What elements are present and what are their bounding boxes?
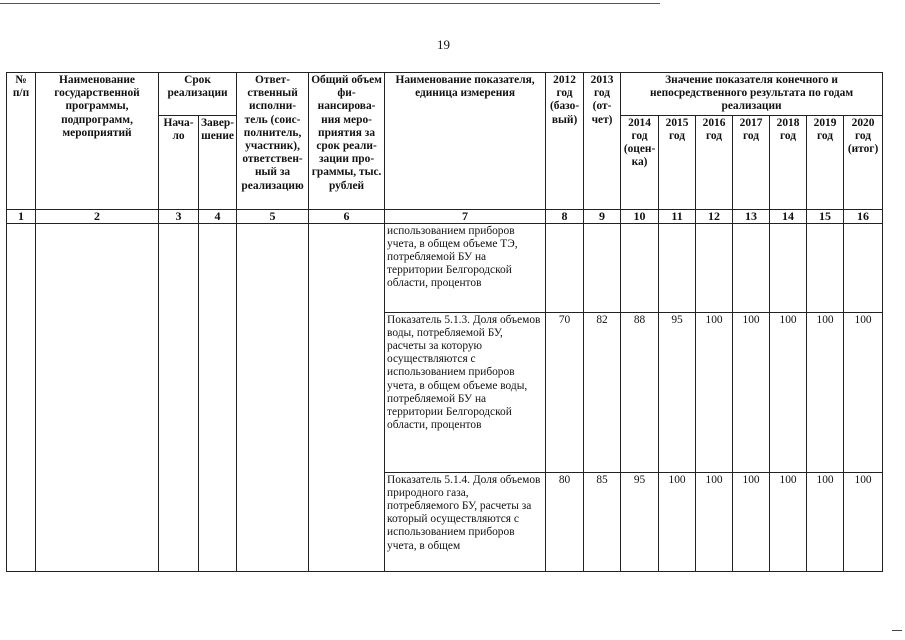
header-funding: Общий объем фи-нансирова-ния меро-приятия за срок реали-зации про-граммы, тыс. рублей bbox=[309, 73, 385, 210]
header-year-2018: 2018 год bbox=[770, 115, 807, 209]
value-cell bbox=[770, 223, 807, 312]
body-cell-funding bbox=[309, 223, 385, 571]
column-number: 1 bbox=[7, 209, 36, 223]
column-number: 12 bbox=[696, 209, 733, 223]
body-cell-end bbox=[199, 223, 237, 571]
column-number-row bbox=[7, 209, 883, 223]
value-cell: 85 bbox=[584, 472, 621, 571]
value-cell: 95 bbox=[659, 312, 696, 472]
value-cell bbox=[546, 223, 584, 312]
header-term-start: Нача-ло bbox=[159, 115, 199, 209]
header-year-2015: 2015 год bbox=[659, 115, 696, 209]
header-col-number: № п/п bbox=[7, 73, 36, 210]
value-cell bbox=[807, 223, 844, 312]
value-cell: 100 bbox=[659, 472, 696, 571]
value-cell: 100 bbox=[733, 312, 770, 472]
header-year-2016: 2016 год bbox=[696, 115, 733, 209]
value-cell: 100 bbox=[807, 472, 844, 571]
value-cell: 100 bbox=[807, 312, 844, 472]
value-cell: 100 bbox=[696, 312, 733, 472]
body-cell-responsible bbox=[237, 223, 309, 571]
value-cell: 100 bbox=[696, 472, 733, 571]
value-cell: 100 bbox=[770, 472, 807, 571]
column-number: 2 bbox=[36, 209, 159, 223]
header-year-2014: 2014 год (оцен-ка) bbox=[621, 115, 659, 209]
edge-mark bbox=[892, 630, 902, 631]
page-number: 19 bbox=[437, 37, 450, 52]
value-cell bbox=[696, 223, 733, 312]
body-cell-number bbox=[7, 223, 36, 571]
top-rule bbox=[0, 3, 660, 4]
value-cell: 80 bbox=[546, 472, 584, 571]
value-cell: 82 bbox=[584, 312, 621, 472]
header-term: Срок реализации bbox=[159, 73, 237, 116]
value-cell: 100 bbox=[770, 312, 807, 472]
value-cell: 100 bbox=[844, 312, 883, 472]
column-number: 3 bbox=[159, 209, 199, 223]
indicators-table bbox=[6, 72, 883, 572]
column-number: 10 bbox=[621, 209, 659, 223]
column-number: 7 bbox=[385, 209, 546, 223]
column-number: 6 bbox=[309, 209, 385, 223]
header-year-2020: 2020 год (итог) bbox=[844, 115, 883, 209]
header-year-2012: 2012 год (базо-вый) bbox=[546, 73, 584, 210]
indicator-cell: Показатель 5.1.4. Доля объемов природного газа, потребляемого БУ, расчеты за который осуществляются с использованием приборов учета, в общем bbox=[385, 472, 546, 571]
column-number: 16 bbox=[844, 209, 883, 223]
header-indicator: Наименование показателя, единица измерения bbox=[385, 73, 546, 210]
value-cell: 100 bbox=[844, 472, 883, 571]
body-cell-program bbox=[36, 223, 159, 571]
header-year-2017: 2017 год bbox=[733, 115, 770, 209]
value-cell bbox=[844, 223, 883, 312]
column-number: 14 bbox=[770, 209, 807, 223]
column-number: 4 bbox=[199, 209, 237, 223]
header-program-name: Наименование государственной программы, подпрограмм, мероприятий bbox=[36, 73, 159, 210]
body-cell-start bbox=[159, 223, 199, 571]
value-cell: 88 bbox=[621, 312, 659, 472]
header-term-end: Завер-шение bbox=[199, 115, 237, 209]
value-cell bbox=[733, 223, 770, 312]
header-responsible: Ответ-ственный исполни-тель (соис-полнитель, участник), ответствен-ный за реализацию bbox=[237, 73, 309, 210]
value-cell: 95 bbox=[621, 472, 659, 571]
column-number: 11 bbox=[659, 209, 696, 223]
value-cell: 100 bbox=[733, 472, 770, 571]
column-number: 15 bbox=[807, 209, 844, 223]
column-number: 5 bbox=[237, 209, 309, 223]
column-number: 13 bbox=[733, 209, 770, 223]
header-values-group: Значение показателя конечного и непосредственного результата по годам реализации bbox=[621, 73, 883, 116]
indicator-cell: Показатель 5.1.3. Доля объемов воды, потребляемой БУ, расчеты за которую осуществляются с использованием приборов учета, в общем объеме воды, потребляемой БУ на территории Белгородской области, процентов bbox=[385, 312, 546, 472]
table-row bbox=[7, 223, 883, 312]
header-year-2013: 2013 год (от-чет) bbox=[584, 73, 621, 210]
value-cell bbox=[659, 223, 696, 312]
value-cell bbox=[584, 223, 621, 312]
header-year-2019: 2019 год bbox=[807, 115, 844, 209]
value-cell: 70 bbox=[546, 312, 584, 472]
column-number: 8 bbox=[546, 209, 584, 223]
value-cell bbox=[621, 223, 659, 312]
indicator-cell: использованием приборов учета, в общем объеме ТЭ, потребляемой БУ на территории Белгородской области, процентов bbox=[385, 223, 546, 312]
column-number: 9 bbox=[584, 209, 621, 223]
